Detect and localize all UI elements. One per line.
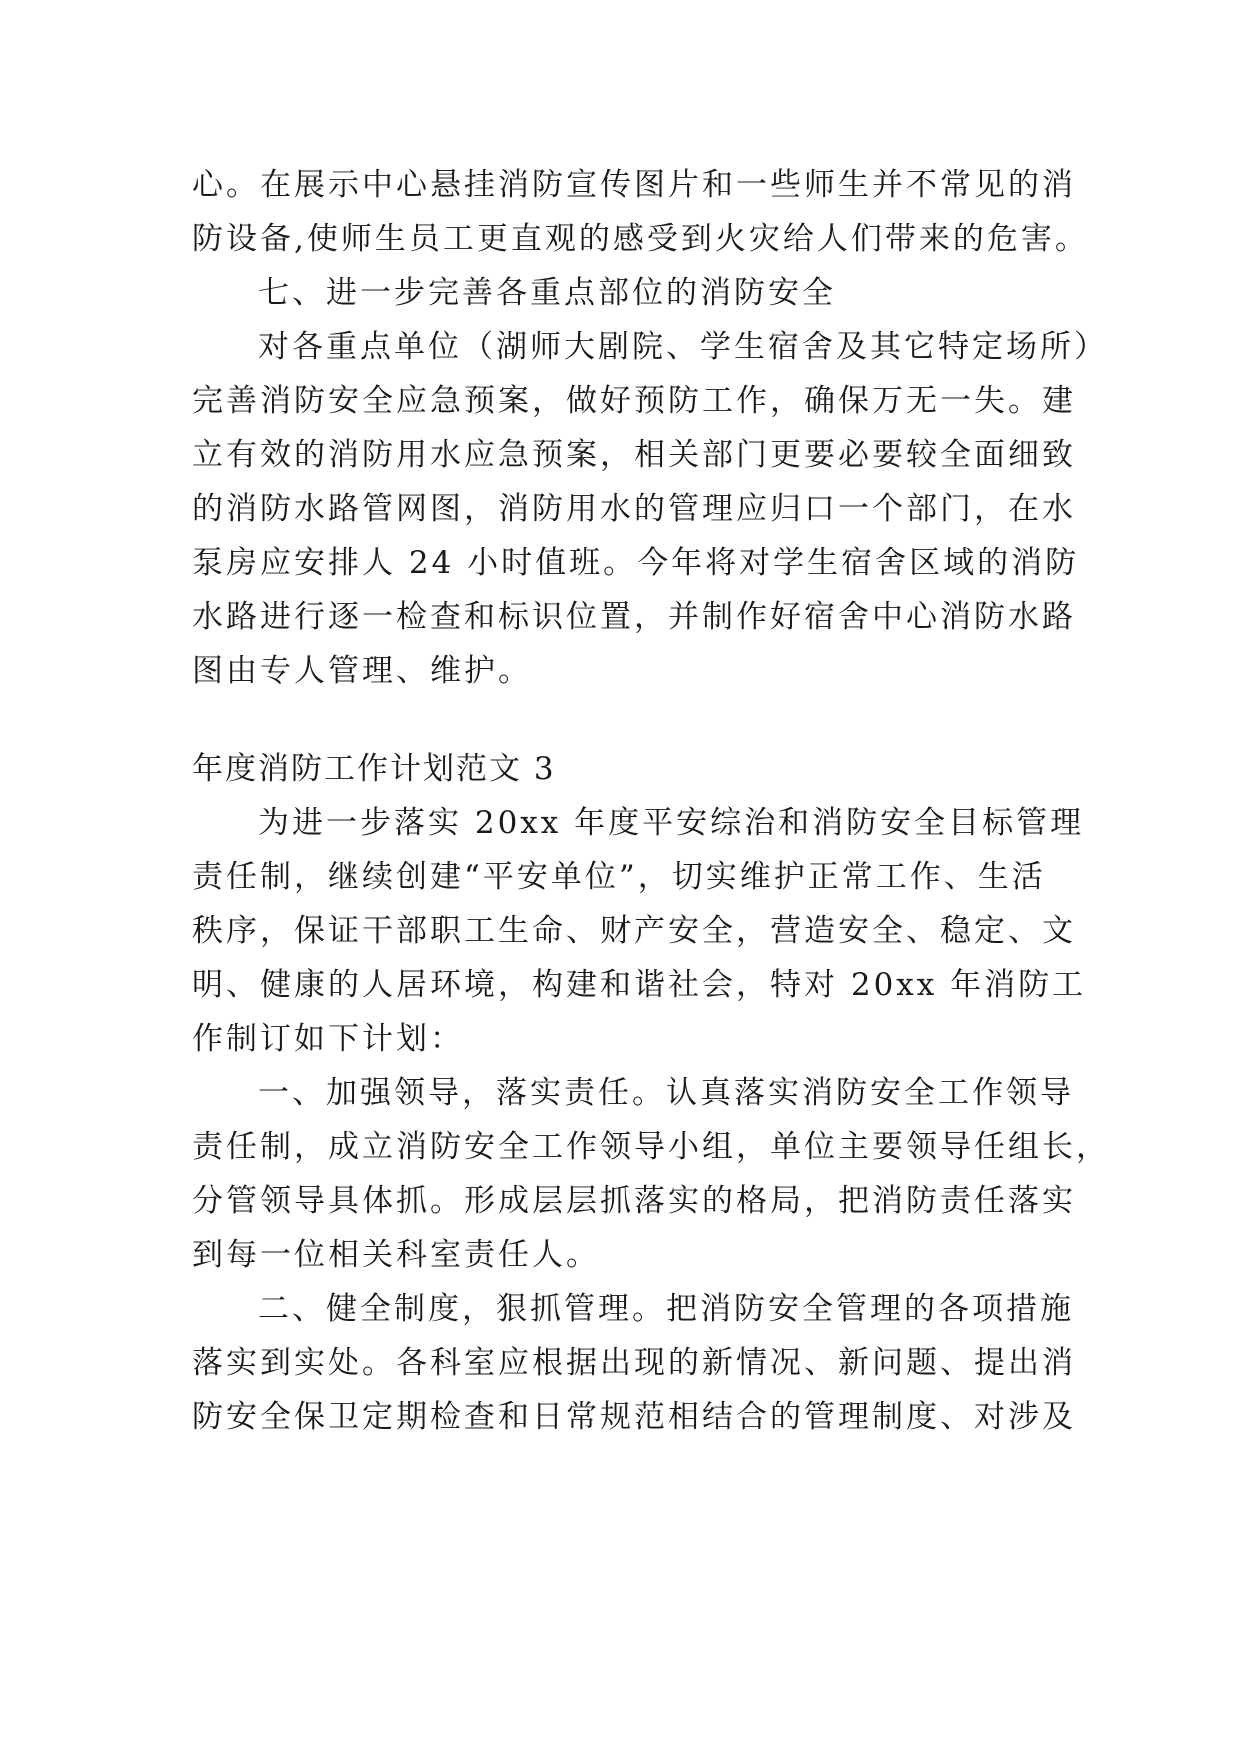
paragraph-line: 图由专人管理、维护。 — [192, 653, 532, 689]
paragraph-line: 立有效的消防用水应急预案，相关部门更要必要较全面细致 — [192, 437, 1076, 473]
paragraph-line: 明、健康的人居环境，构建和谐社会，特对 20xx 年消防工 — [192, 967, 1087, 1003]
paragraph-line: 责任制，成立消防安全工作领导小组，单位主要领导任组长， — [192, 1129, 1110, 1165]
document-body — [192, 158, 1110, 1444]
paragraph-line: 防设备,使师生员工更直观的感受到火灾给人们带来的危害。 — [192, 221, 1089, 257]
paragraph-line: 责任制，继续创建“平安单位”，切实维护正常工作、生活 — [192, 859, 1046, 895]
paragraph-line: 作制订如下计划： — [192, 1021, 464, 1057]
paragraph-line: 水路进行逐一检查和标识位置，并制作好宿舍中心消防水路 — [192, 599, 1076, 635]
paragraph-line: 落实到实处。各科室应根据出现的新情况、新问题、提出消 — [192, 1345, 1076, 1381]
paragraph-line: 心。在展示中心悬挂消防宣传图片和一些师生并不常见的消 — [192, 167, 1076, 203]
paragraph-line: 为进一步落实 20xx 年度平安综治和消防安全目标管理 — [258, 805, 1085, 841]
paragraph-line: 完善消防安全应急预案，做好预防工作，确保万无一失。建 — [192, 383, 1076, 419]
paragraph-line: 到每一位相关科室责任人。 — [192, 1237, 600, 1273]
item-7-title: 七、进一步完善各重点部位的消防安全 — [258, 275, 836, 311]
paragraph-line: 分管领导具体抓。形成层层抓落实的格局，把消防责任落实 — [192, 1183, 1076, 1219]
paragraph-line: 对各重点单位（湖师大剧院、学生宿舍及其它特定场所） — [258, 329, 1108, 365]
paragraph-line: 防安全保卫定期检查和日常规范相结合的管理制度、对涉及 — [192, 1399, 1076, 1435]
section-spacer — [192, 698, 1072, 742]
paragraph-line: 二、健全制度，狠抓管理。把消防安全管理的各项措施 — [258, 1291, 1074, 1327]
paragraph-line: 泵房应安排人 24 小时值班。今年将对学生宿舍区域的消防 — [192, 545, 1080, 581]
paragraph-line: 的消防水路管网图，消防用水的管理应归口一个部门，在水 — [192, 491, 1076, 527]
paragraph-line: 一、加强领导，落实责任。认真落实消防安全工作领导 — [258, 1075, 1074, 1111]
section-heading: 年度消防工作计划范文 3 — [192, 751, 556, 787]
paragraph-line: 秩序，保证干部职工生命、财产安全，营造安全、稳定、文 — [192, 913, 1076, 949]
